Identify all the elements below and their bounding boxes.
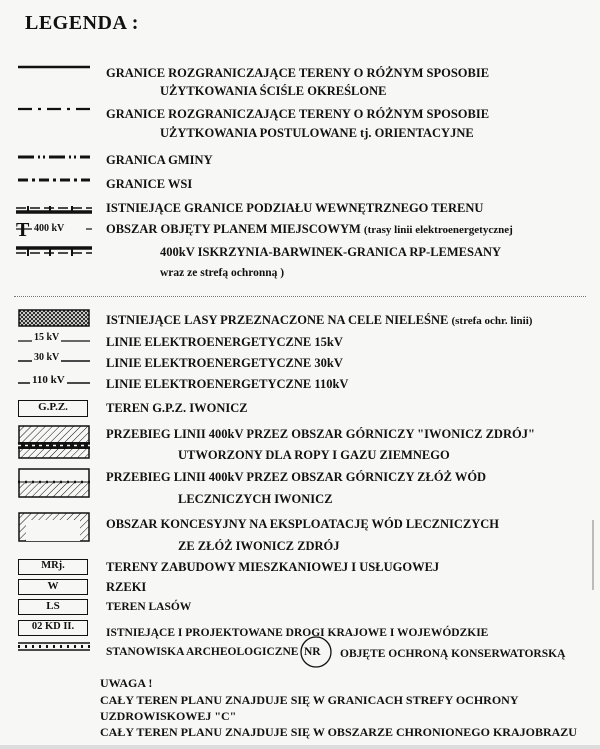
symbol-400kv-label: 400 kV xyxy=(34,223,65,234)
note-heading: UWAGA ! xyxy=(100,676,153,690)
legend-text-14b: ZE ZŁÓŻ IWONICZ ZDRÓJ xyxy=(178,539,340,553)
scan-bottom-edge xyxy=(0,745,600,749)
legend-text-3: GRANICA GMINY xyxy=(106,153,213,167)
legend-text-4: GRANICE WSI xyxy=(106,177,193,191)
note-line-3: CAŁY TEREN PLANU ZNAJDUJE SIĘ W OBSZARZE CHRONIONEGO KRAJOBRAZU xyxy=(100,725,577,739)
legend-text-1b: UŻYTKOWANIA ŚCIŚLE OKREŚLONE xyxy=(160,84,387,98)
legend-text-16: RZEKI xyxy=(106,580,147,594)
legend-text-14a: OBSZAR KONCESYJNY NA EKSPLOATACJĘ WÓD LECZNICZYCH xyxy=(106,517,500,531)
legend-text-2b: UŻYTKOWANIA POSTULOWANE tj. ORIENTACYJNE xyxy=(160,126,474,140)
legend-text-5: ISTNIEJĄCE GRANICE PODZIAŁU WEWNĘTRZNEGO TERENU xyxy=(106,201,484,215)
legend-text-18: ISTNIEJĄCE I PROJEKTOWANE DROGI KRAJOWE I WOJEWÓDZKIE xyxy=(106,627,489,639)
legend-text-15: TERENY ZABUDOWY MIESZKANIOWEJ I USŁUGOWEJ xyxy=(106,560,440,574)
village-border-icon xyxy=(18,176,90,184)
crosshatch-forest-icon xyxy=(18,309,90,327)
legend-text-10: LINIE ELEKTROENERGETYCZNE 110kV xyxy=(106,377,349,391)
concession-area-icon xyxy=(18,512,90,542)
legend-text-13b: LECZNICZYCH IWONICZ xyxy=(178,492,333,506)
legend-text-12b: UTWORZONY DLA ROPY I GAZU ZIEMNEGO xyxy=(178,448,450,462)
municipality-border-icon xyxy=(18,153,90,161)
note-line-1: CAŁY TEREN PLANU ZNAJDUJE SIĘ W GRANICACH STREFY OCHRONY xyxy=(100,693,519,707)
archaeological-site-line-icon xyxy=(18,639,90,655)
legend-text-7: ISTNIEJĄCE LASY PRZEZNACZONE NA CELE NIELEŚNE (strefa ochr. linii) xyxy=(106,313,533,327)
mining-area-healing-water-icon xyxy=(18,468,90,498)
legend-title: LEGENDA : xyxy=(25,12,139,34)
legend-text-2a: GRANICE ROZGRANICZAJĄCE TERENY O RÓŻNYM SPOSOBIE xyxy=(106,107,490,121)
symbol-kd-label: 02 KD II. xyxy=(31,621,75,632)
legend-text-8: LINIE ELEKTROENERGETYCZNE 15kV xyxy=(106,335,343,349)
section-divider xyxy=(14,296,586,297)
legend-text-9: LINIE ELEKTROENERGETYCZNE 30kV xyxy=(106,356,343,370)
legend-text-1a: GRANICE ROZGRANICZAJĄCE TERENY O RÓŻNYM SPOSOBIE xyxy=(106,66,490,80)
archaeological-code: NR xyxy=(304,646,321,658)
solid-boundary-line-icon xyxy=(18,64,90,70)
mining-area-oil-gas-icon xyxy=(18,425,90,459)
symbol-gpz-label: G.P.Z. xyxy=(38,401,68,413)
note-line-2: UZDROWISKOWEJ "C" xyxy=(100,709,237,723)
dashed-boundary-line-icon xyxy=(18,106,90,112)
scan-edge-mark xyxy=(592,520,594,590)
symbol-mrj-label: MRj. xyxy=(41,560,65,571)
symbol-30kv-label: 30 kV xyxy=(34,352,60,363)
legend-text-13a: PRZEBIEG LINII 400kV PRZEZ OBSZAR GÓRNICZY ZŁÓŻ WÓD xyxy=(106,470,487,484)
symbol-15kv-label: 15 kV xyxy=(34,332,60,343)
legend-text-17: TEREN LASÓW xyxy=(106,601,192,613)
legend-text-6b: 400kV ISKRZYNIA-BARWINEK-GRANICA RP-LEMESANY xyxy=(160,245,502,259)
tower-t-icon: T xyxy=(16,219,30,241)
symbol-ls-label: LS xyxy=(46,600,60,612)
legend-text-6c: wraz ze strefą ochronną ) xyxy=(160,267,285,279)
legend-text-12a: PRZEBIEG LINII 400kV PRZEZ OBSZAR GÓRNICZY "IWONICZ ZDRÓJ" xyxy=(106,427,535,441)
legend-text-11: TEREN G.P.Z. IWONICZ xyxy=(106,401,248,415)
legend-text-19b: OBJĘTE OCHRONĄ KONSERWATORSKĄ xyxy=(340,648,566,660)
symbol-110kv-label: 110 kV xyxy=(32,374,65,386)
legend-text-6a: OBSZAR OBJĘTY PLANEM MIEJSCOWYM (trasy linii elektroenergetycznej xyxy=(106,222,513,236)
legend-text-19a: STANOWISKA ARCHEOLOGICZNE xyxy=(106,646,299,658)
symbol-w-label: W xyxy=(47,580,59,592)
